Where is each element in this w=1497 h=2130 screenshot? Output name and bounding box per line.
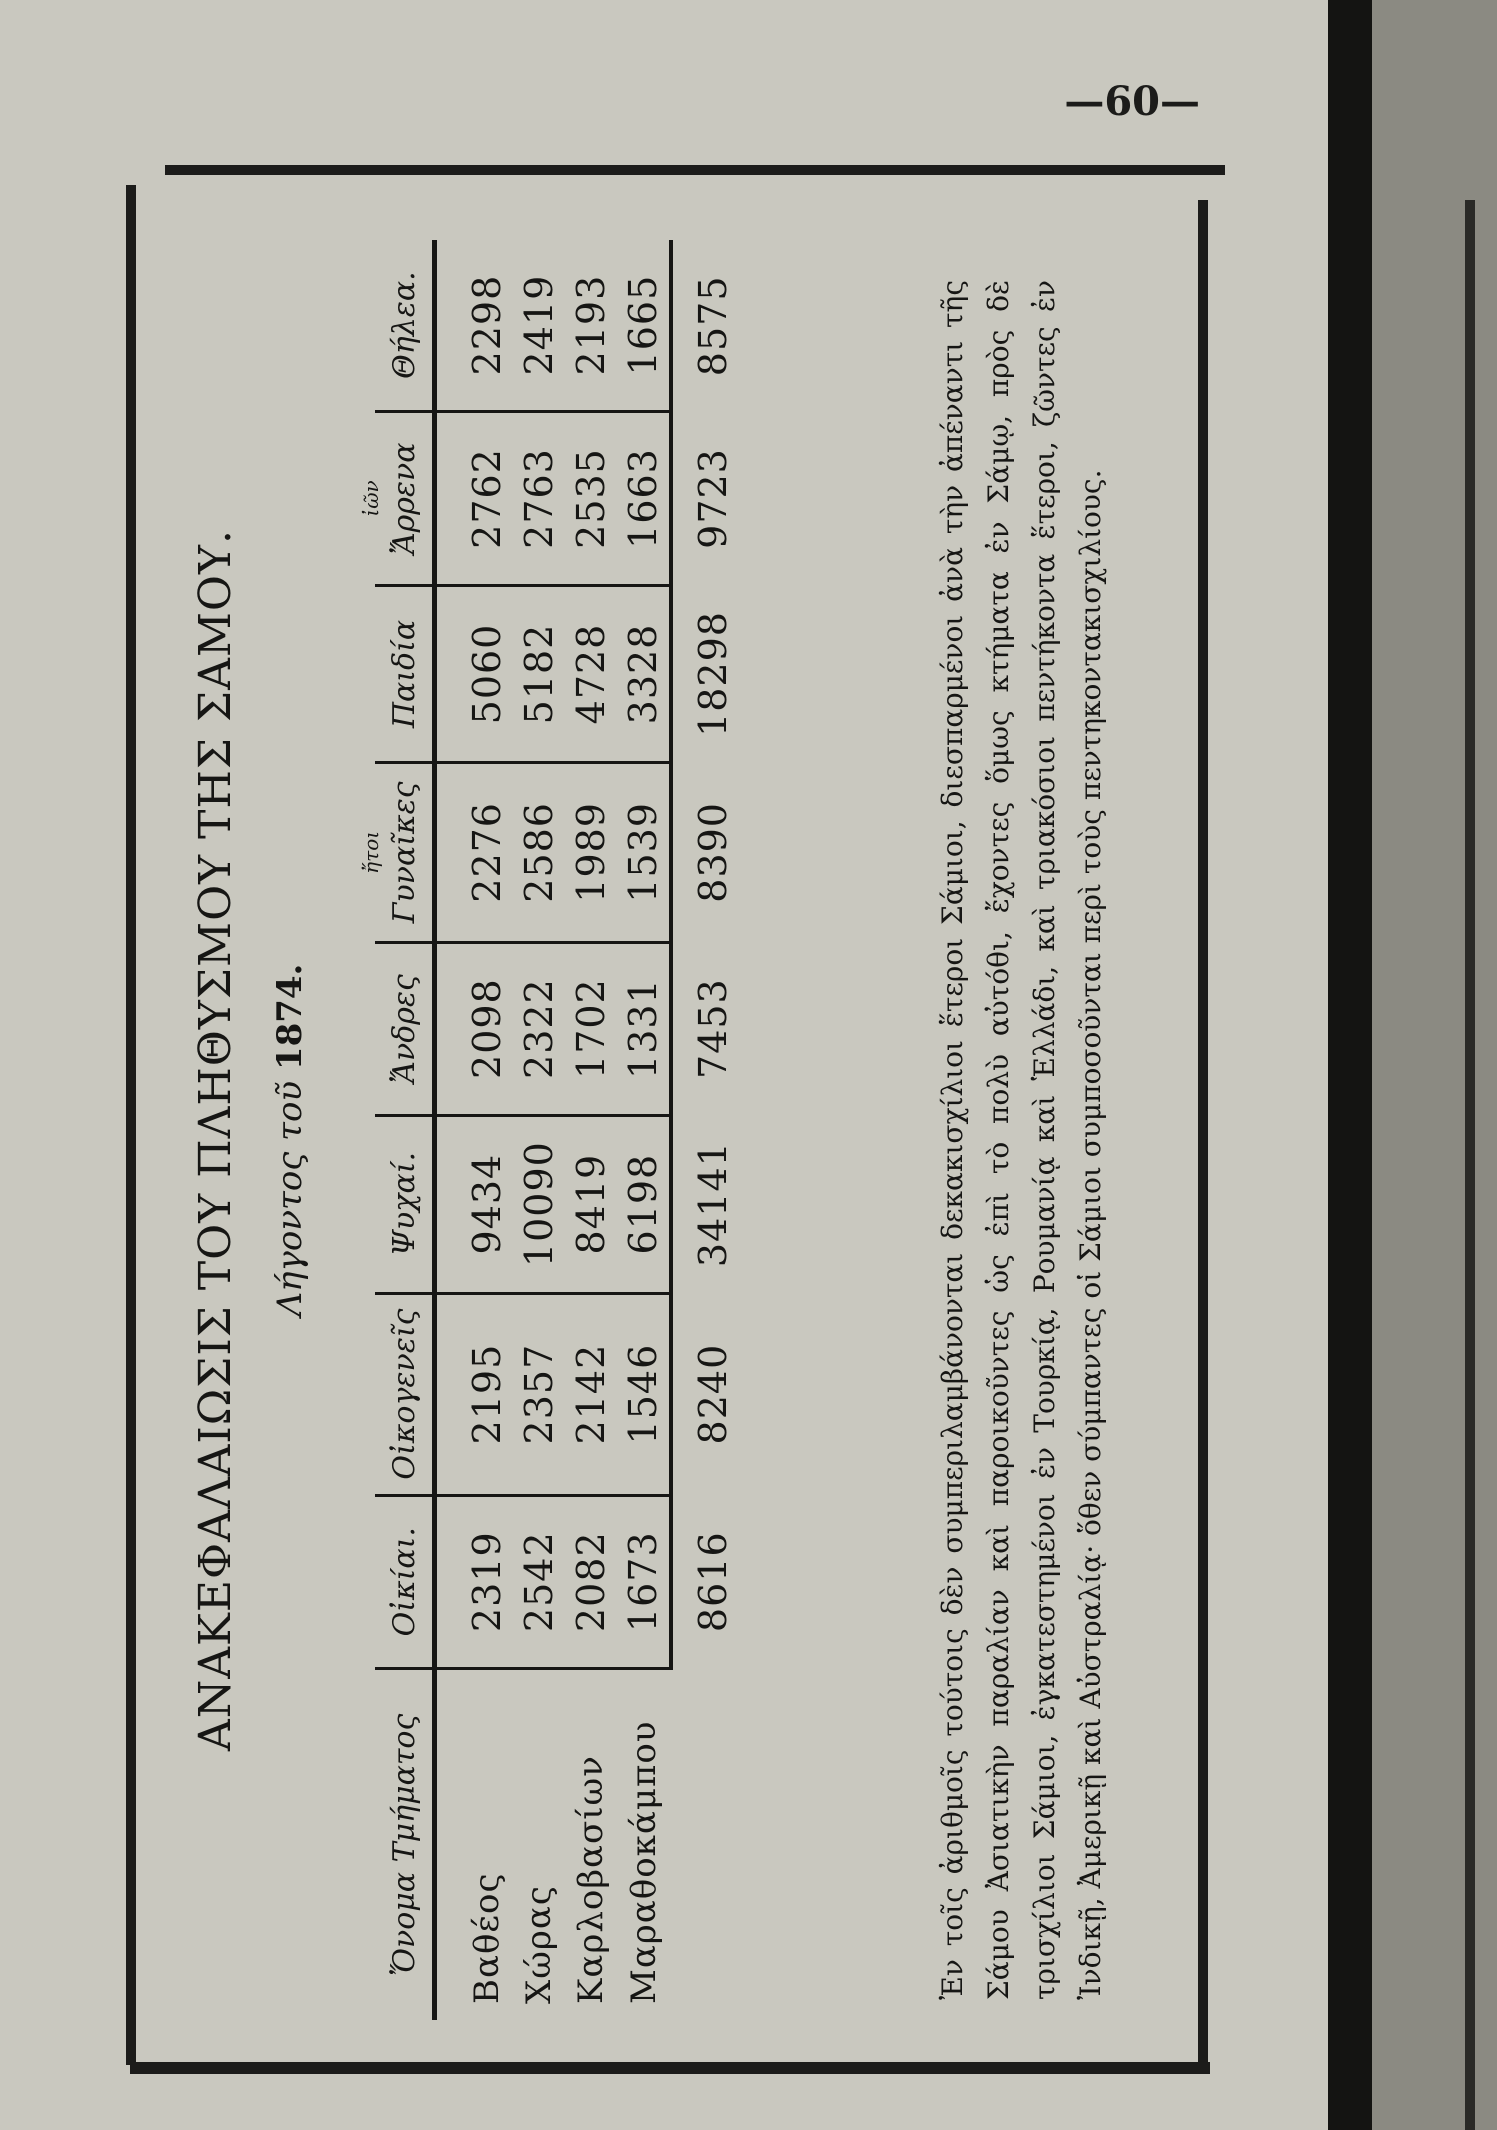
cell-houses: 2319	[435, 1495, 514, 1668]
total-houses: 8616	[671, 1495, 739, 1668]
table-row	[435, 240, 514, 2020]
row-name: Καρλοβασίων	[565, 1668, 617, 2020]
header-women	[359, 763, 435, 942]
adjacent-page	[1372, 0, 1497, 2130]
total-females: 8575	[671, 240, 739, 412]
cell-families: 2142	[565, 1293, 617, 1495]
cell-females: 2419	[517, 274, 561, 376]
cell-females: 1665	[621, 274, 665, 376]
date-line	[270, 300, 310, 1980]
table-row	[565, 240, 617, 2020]
total-males: 9723	[671, 412, 739, 586]
top-border-rule	[165, 165, 1225, 175]
date-prefix: Λήγοντος τοῦ	[270, 1080, 310, 1317]
rotated-content	[160, 240, 1160, 2040]
cell-women: 2276	[435, 763, 514, 942]
table-row	[513, 240, 565, 2020]
date-year: 1874.	[270, 963, 310, 1071]
cell-families: 2357	[513, 1293, 565, 1495]
header-women-hint: ἤτοι	[359, 830, 383, 874]
frame-right-rule	[1198, 200, 1208, 2070]
cell-men: 1331	[617, 942, 671, 1115]
header-children: Παιδία	[375, 585, 435, 762]
cell-women: 1989	[565, 763, 617, 942]
cell-families: 1546	[617, 1293, 671, 1495]
cell-children: 5182	[513, 585, 565, 762]
book-spine	[1328, 0, 1372, 2130]
header-name: Ὄνομα Τμήματος	[375, 1668, 435, 2020]
row-name: Μαραθοκάμπου	[617, 1668, 671, 2020]
page-title: ΑΝΑΚΕΦΑΛΑΙΩΣΙΣ ΤΟΥ ΠΛΗΘΥΣΜΟΥ ΤΗΣ ΣΑΜΟΥ.	[190, 528, 241, 1752]
table-row	[617, 240, 671, 2020]
total-women: 8390	[671, 763, 739, 942]
cell-families: 2195	[435, 1293, 514, 1495]
cell-women: 1539	[617, 763, 671, 942]
cell-females: 2193	[569, 274, 613, 376]
row-name: Χώρας	[513, 1668, 565, 2020]
header-males-hint: ἰῶν	[359, 480, 383, 517]
population-table	[359, 240, 739, 2020]
total-children: 18298	[671, 585, 739, 762]
bottom-border-rule	[130, 2062, 1210, 2074]
cell-men: 2322	[513, 942, 565, 1115]
header-souls: Ψυχαί.	[375, 1115, 435, 1293]
frame-left-rule	[126, 185, 136, 2065]
header-families: Οἰκογενεῖς	[375, 1293, 435, 1495]
footnote-paragraph: Ἐν τοῖς ἀριθμοῖς τούτοις δὲν συμπεριλαμβάνονται δεκακισχίλιοι ἕτεροι Σάμιοι, διεσπαρμένοι ἀνὰ τὴν ἀπέναντι τῆς Σάμου Ἀσιατικὴν παραλίαν καὶ παροικοῦντες ὡς ἐπὶ τὸ πολὺ αὐτόθι, ἔχοντες ὅμως κτήματα ἐν Σάμῳ, πρὸς δὲ τρισχίλιοι Σάμιοι, ἐγκατεστημένοι ἐν Τουρκίᾳ, Ρουμανίᾳ καὶ Ἑλλάδι, καὶ τριακόσιοι πεντήκοντα ἕτεροι, ζῶντες ἐν Ἰνδικῇ, Ἀμερικῇ καὶ Αὐστραλίᾳ· ὅθεν σύμπαντες οἱ Σάμιοι συμποσοῦνται περὶ τοὺς πεντηκοντακισχιλίους.	[936, 280, 1107, 2000]
table-header-row	[375, 240, 435, 2020]
header-females: Θήλεα.	[375, 240, 435, 412]
totals-label	[671, 1668, 739, 2020]
totals-row	[671, 240, 739, 2020]
cell-houses: 1673	[617, 1495, 671, 1668]
cell-souls: 10090	[513, 1115, 565, 1293]
cell-children: 5060	[435, 585, 514, 762]
header-males	[359, 412, 435, 586]
cell-children: 3328	[617, 585, 671, 762]
cell-souls: 9434	[435, 1115, 514, 1293]
row-name: Βαθέος	[435, 1668, 514, 2020]
header-houses: Οἰκίαι.	[375, 1495, 435, 1668]
cell-men: 1702	[565, 942, 617, 1115]
header-women-label: Γυναῖκες	[387, 781, 422, 924]
page-number: —60—	[1064, 78, 1200, 125]
header-men: Ἄνδρες	[375, 942, 435, 1115]
cell-males: 1663	[617, 412, 671, 586]
cell-men: 2098	[435, 942, 514, 1115]
cell-females: 2298	[465, 274, 509, 376]
header-males-label: Ἄρρενα	[387, 442, 422, 555]
cell-souls: 6198	[617, 1115, 671, 1293]
total-souls: 34141	[671, 1115, 739, 1293]
total-men: 7453	[671, 942, 739, 1115]
cell-souls: 8419	[565, 1115, 617, 1293]
cell-women: 2586	[513, 763, 565, 942]
cell-males: 2763	[513, 412, 565, 586]
adjacent-page-rule	[1465, 200, 1475, 2130]
total-families: 8240	[671, 1293, 739, 1495]
cell-houses: 2542	[513, 1495, 565, 1668]
cell-children: 4728	[565, 585, 617, 762]
cell-houses: 2082	[565, 1495, 617, 1668]
cell-males: 2535	[565, 412, 617, 586]
cell-males: 2762	[435, 412, 514, 586]
